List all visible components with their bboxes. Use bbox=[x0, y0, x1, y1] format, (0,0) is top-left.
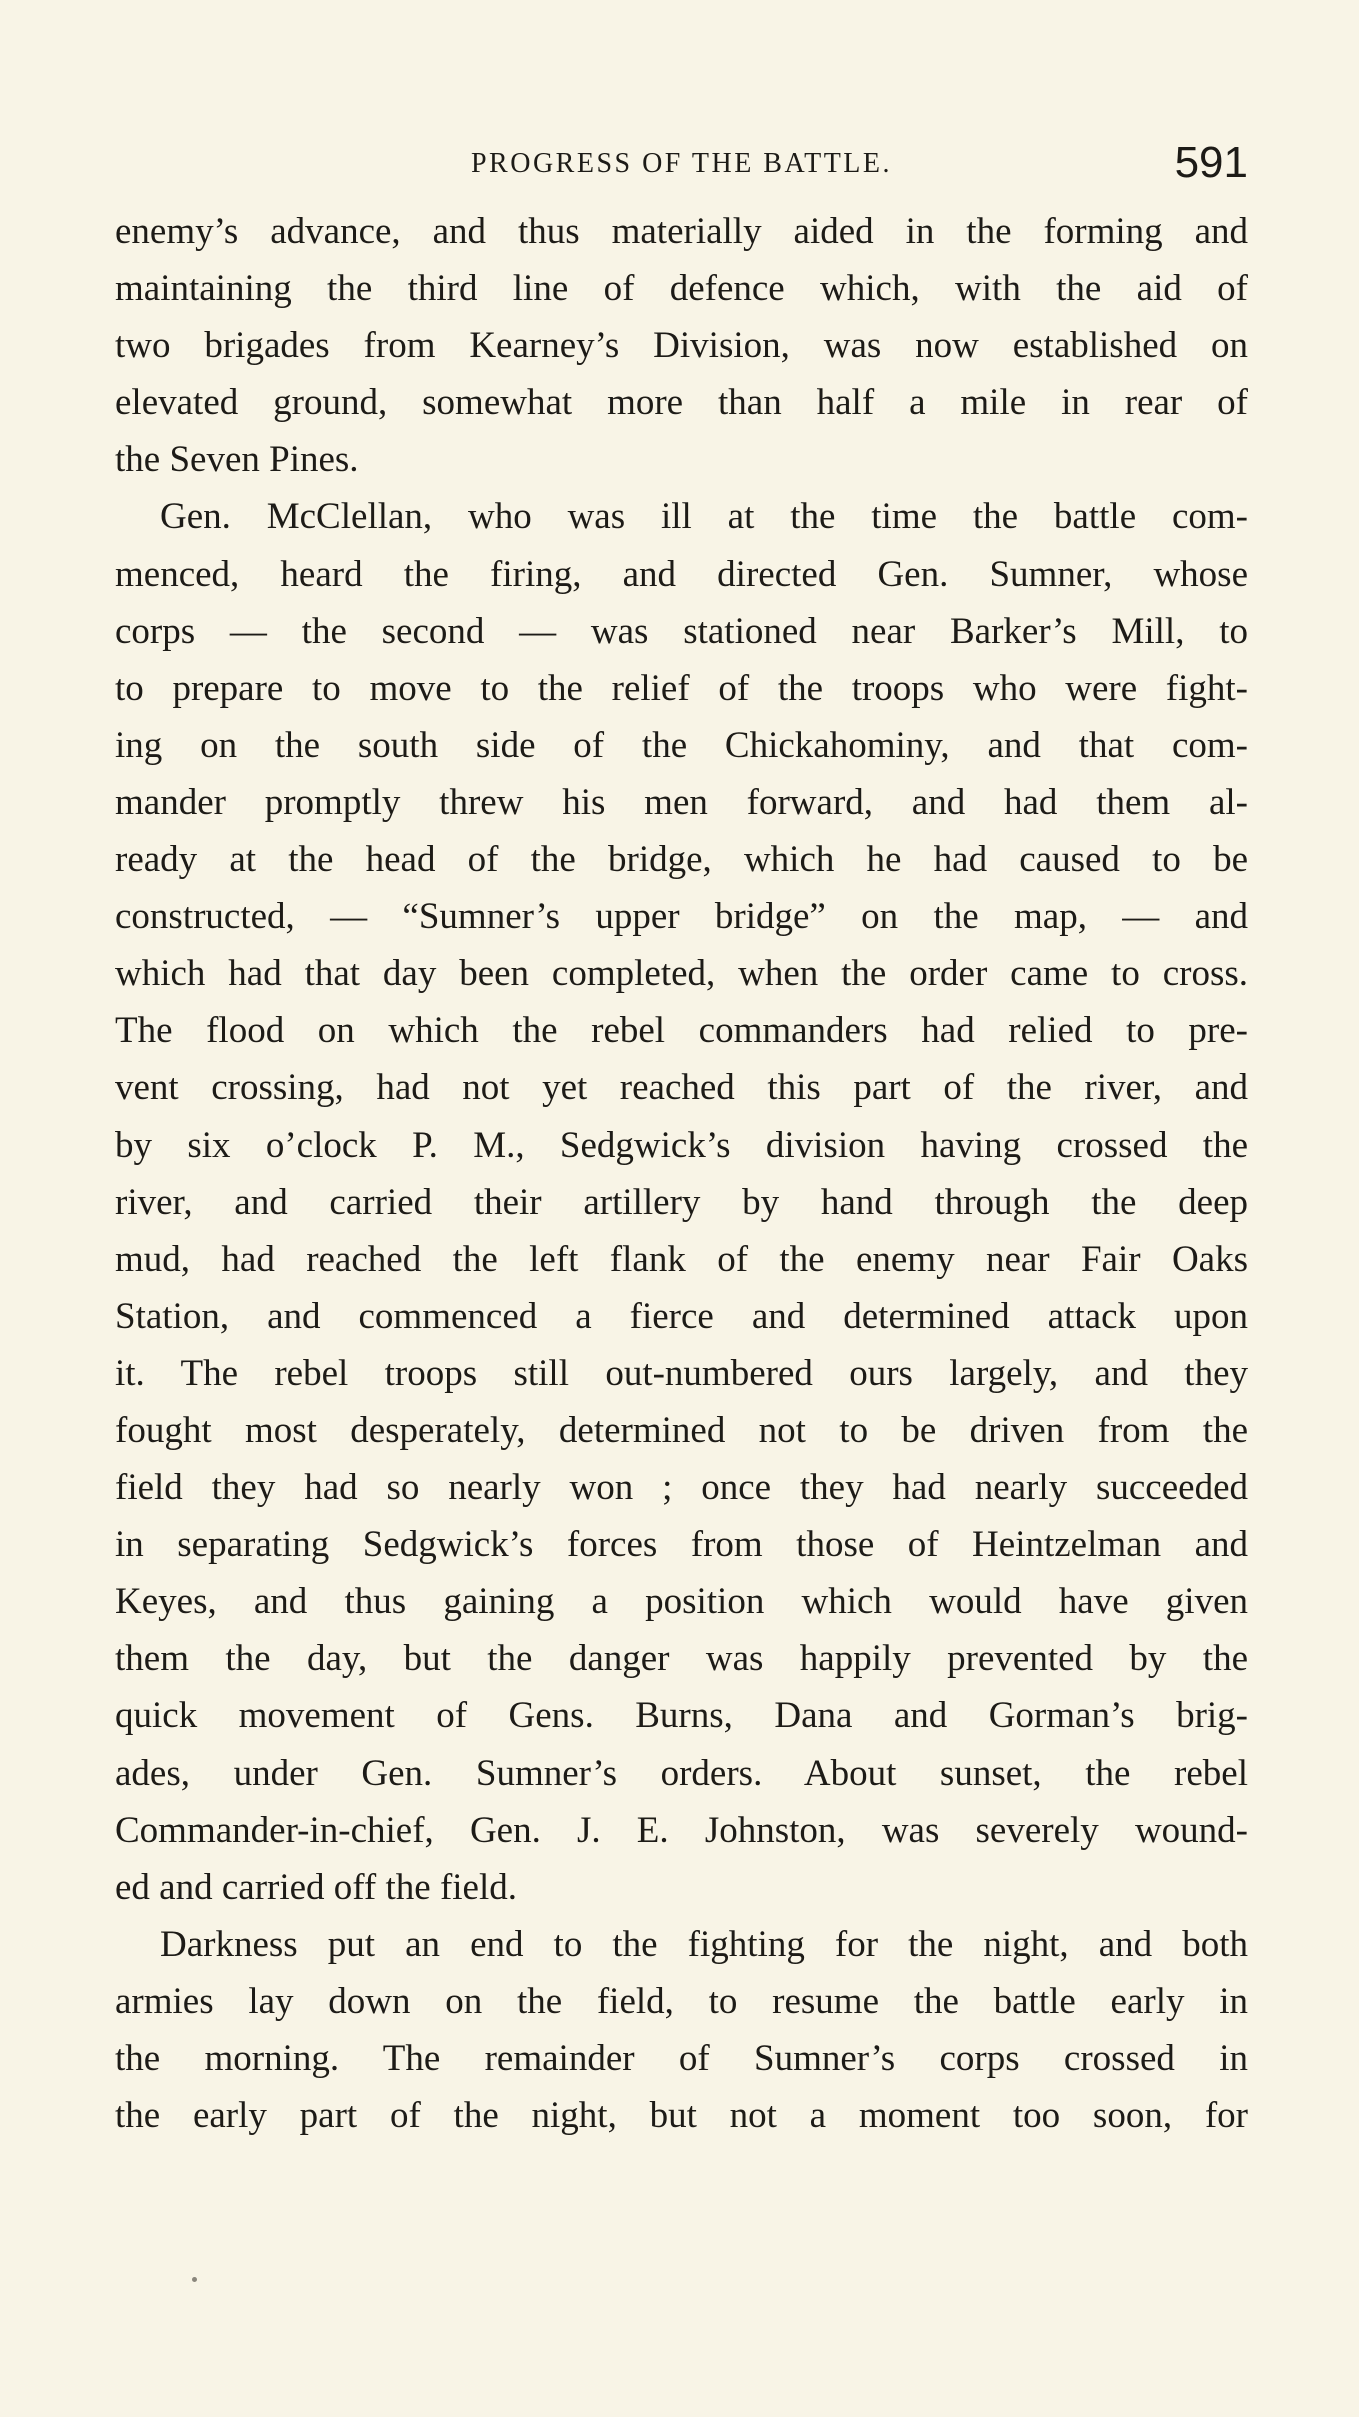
ink-speck bbox=[192, 2277, 197, 2282]
text-line: menced, heard the firing, and directed Gen. Sumner, whose bbox=[115, 553, 1248, 595]
text-line: ready at the head of the bridge, which he had caused to be bbox=[115, 839, 1248, 881]
paragraph bbox=[115, 1916, 1248, 2144]
text-line: the early part of the night, but not a moment too soon, for bbox=[115, 2095, 1248, 2137]
text-line: mander promptly threw his men forward, and had them al- bbox=[115, 781, 1248, 823]
page-number: 591 bbox=[1174, 138, 1248, 187]
running-head: PROGRESS OF THE BATTLE. bbox=[470, 148, 893, 179]
paragraph bbox=[115, 488, 1248, 1915]
text-line: The flood on which the rebel commanders had relied to pre- bbox=[115, 1010, 1248, 1052]
page-header bbox=[115, 138, 1248, 198]
paragraph bbox=[115, 203, 1248, 488]
text-line: Keyes, and thus gaining a position which would have given bbox=[115, 1581, 1248, 1623]
text-line: ing on the south side of the Chickahominy, and that com- bbox=[115, 724, 1248, 766]
text-line: to prepare to move to the relief of the troops who were fight- bbox=[115, 667, 1248, 709]
text-line: them the day, but the danger was happily prevented by the bbox=[115, 1638, 1248, 1680]
text-line: armies lay down on the field, to resume the battle early in bbox=[115, 1980, 1248, 2022]
text-line: field they had so nearly won ; once they had nearly succeeded bbox=[115, 1467, 1248, 1509]
text-line: ed and carried off the field. bbox=[115, 1866, 518, 1908]
text-line: by six o’clock P. M., Sedgwick’s division having crossed the bbox=[115, 1124, 1248, 1166]
text-line: the morning. The remainder of Sumner’s corps crossed in bbox=[115, 2038, 1248, 2079]
text-line: enemy’s advance, and thus materially aided in the forming and bbox=[115, 211, 1248, 252]
text-line: fought most desperately, determined not to be driven from the bbox=[115, 1409, 1248, 1451]
text-line: Gen. McClellan, who was ill at the time the battle com- bbox=[160, 496, 1248, 538]
text-line: Commander-in-chief, Gen. J. E. Johnston, was severely wound- bbox=[115, 1809, 1248, 1851]
text-line: river, and carried their artillery by hand through the deep bbox=[115, 1181, 1248, 1223]
text-line: corps — the second — was stationed near Barker’s Mill, to bbox=[115, 610, 1248, 652]
body-text bbox=[115, 203, 1248, 2144]
text-line: it. The rebel troops still out-numbered ours largely, and they bbox=[115, 1352, 1248, 1394]
text-line: Darkness put an end to the fighting for the night, and both bbox=[160, 1923, 1248, 1965]
text-line: maintaining the third line of defence which, with the aid of bbox=[115, 268, 1248, 310]
text-line: mud, had reached the left flank of the enemy near Fair Oaks bbox=[115, 1238, 1248, 1280]
text-line: vent crossing, had not yet reached this part of the river, and bbox=[115, 1067, 1248, 1109]
text-line: which had that day been completed, when the order came to cross. bbox=[115, 953, 1248, 995]
text-line: ades, under Gen. Sumner’s orders. About sunset, the rebel bbox=[115, 1752, 1248, 1794]
text-line: in separating Sedgwick’s forces from those of Heintzelman and bbox=[115, 1524, 1248, 1566]
text-line: elevated ground, somewhat more than half a mile in rear of bbox=[115, 382, 1248, 424]
text-line: constructed, — “Sumner’s upper bridge” on the map, — and bbox=[115, 896, 1248, 938]
text-line: the Seven Pines. bbox=[115, 439, 359, 481]
text-line: quick movement of Gens. Burns, Dana and Gorman’s brig- bbox=[115, 1695, 1248, 1737]
text-line: Station, and commenced a fierce and determined attack upon bbox=[115, 1295, 1248, 1337]
text-line: two brigades from Kearney’s Division, was now established on bbox=[115, 325, 1248, 367]
